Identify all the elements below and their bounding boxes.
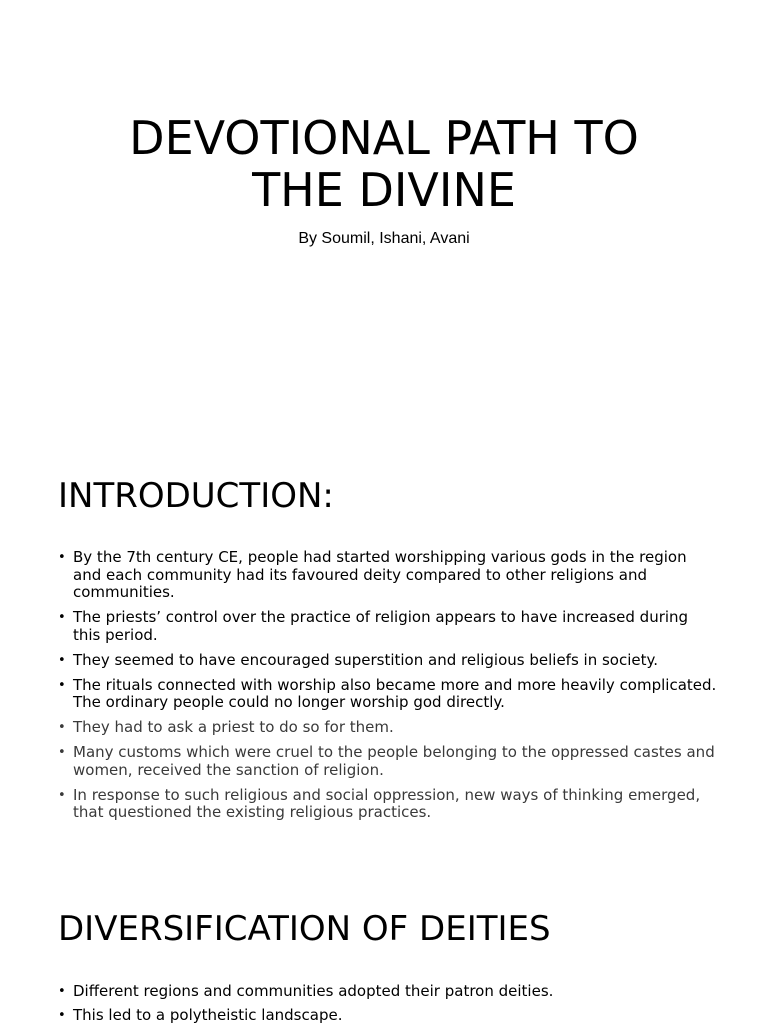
bullet-icon: •	[58, 1007, 66, 1023]
presentation-title	[0, 112, 768, 216]
bullet-text: The rituals connected with worship also became more and more heavily complicated. The ordinary people could no longer worship god directly.	[73, 675, 717, 711]
bullet-text: By the 7th century CE, people had started worshipping various gods in the region and each community had its favoured deity compared to other religions and communities.	[73, 548, 687, 601]
list-item	[58, 609, 718, 644]
deities-slide	[0, 864, 768, 1024]
list-item	[58, 787, 718, 822]
list-item	[58, 744, 718, 779]
list-item	[58, 549, 718, 602]
bullet-text: Many customs which were cruel to the people belonging to the oppressed castes and women, received the sanction of religion.	[73, 743, 715, 779]
presentation-authors: By Soumil, Ishani, Avani	[298, 230, 470, 247]
bullet-text: The priests’ control over the practice of religion appears to have increased during this period.	[73, 608, 689, 644]
list-item	[58, 652, 718, 670]
introduction-bullet-list	[58, 549, 718, 829]
bullet-icon: •	[58, 677, 66, 693]
bullet-text: They had to ask a priest to do so for them.	[73, 718, 394, 736]
bullet-text: In response to such religious and social oppression, new ways of thinking emerged, that questioned the existing religious practices.	[73, 785, 701, 821]
bullet-text: They seemed to have encouraged superstition and religious beliefs in society.	[73, 650, 658, 669]
title-line-1: DEVOTIONAL PATH TO	[129, 111, 639, 165]
deities-bullet-list	[58, 983, 718, 1030]
bullet-icon: •	[58, 984, 66, 999]
bullet-icon: •	[58, 652, 66, 668]
list-item	[58, 1007, 718, 1025]
bullet-icon: •	[58, 720, 66, 735]
title-line-2: THE DIVINE	[252, 163, 516, 217]
list-item	[58, 677, 718, 712]
title-slide	[0, 0, 768, 432]
bullet-text: This led to a polytheistic landscape.	[73, 1005, 343, 1024]
list-item	[58, 983, 718, 1001]
bullet-icon: •	[58, 745, 66, 760]
bullet-icon: •	[58, 550, 66, 565]
deities-heading: DIVERSIFICATION OF DEITIES	[58, 909, 551, 949]
list-item	[58, 719, 718, 737]
bullet-icon: •	[58, 610, 66, 625]
introduction-slide	[0, 432, 768, 864]
introduction-heading: INTRODUCTION:	[58, 476, 334, 516]
bullet-text: Different regions and communities adopted their patron deities.	[73, 982, 554, 1000]
bullet-icon: •	[58, 787, 66, 803]
